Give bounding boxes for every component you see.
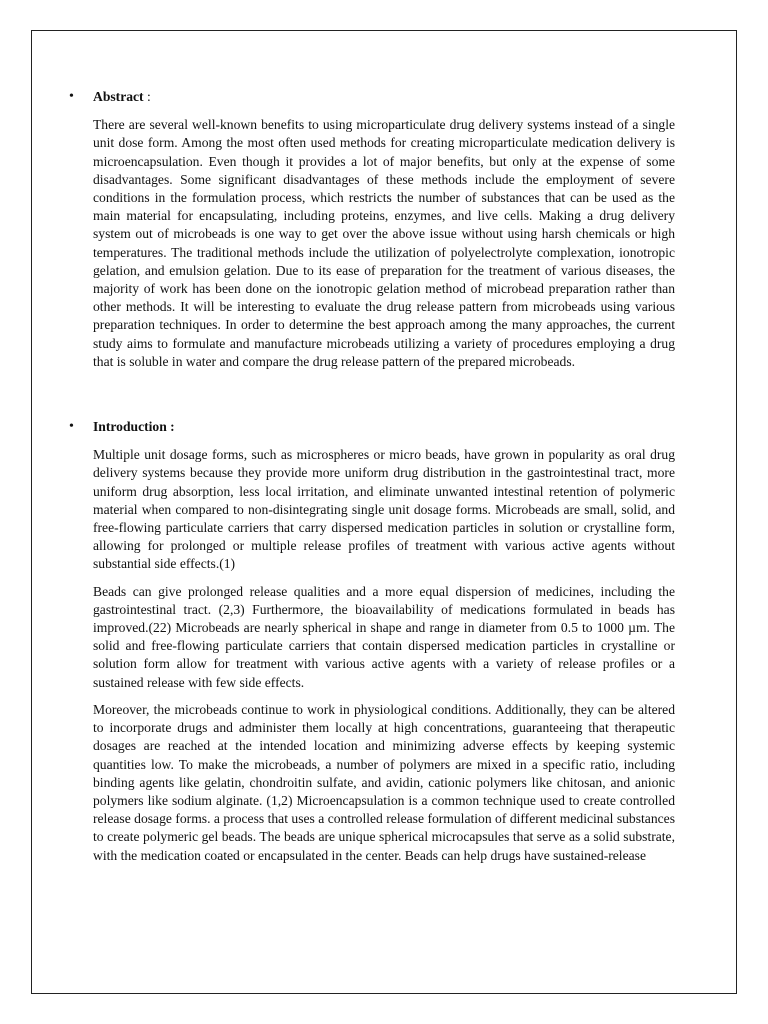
abstract-heading-row — [69, 88, 675, 106]
bullet-icon: • — [69, 89, 74, 104]
section-gap — [93, 380, 675, 418]
introduction-heading-row — [69, 418, 675, 436]
introduction-heading: Introduction : — [93, 419, 175, 435]
introduction-paragraph-2: Beads can give prolonged release qualities and a more equal dispersion of medicines, including the gastrointestinal tract. (2,3) Furthermore, the bioavailability of medications formulated in beads has improved.(22) Microbeads are nearly spherical in shape and range in diameter from 0.5 to 1000 µm. The solid and free-flowing particulate carriers that contain dispersed medication particles in crystalline or solution form allow for treatment with various active agents with a variety of release profiles or a sustained release with few side effects. — [93, 583, 675, 690]
introduction-paragraph-3: Moreover, the microbeads continue to work in physiological conditions. Additionally, they can be altered to incorporate drugs and administer them locally at high concentrations, guaranteeing that therapeutic dosages are reached at the intended location and minimizing adverse effects by keeping systemic quantities low. To make the microbeads, a number of polymers are mixed in a specific ratio, including binding agents like gelatin, chondroitin sulfate, and avidin, cationic polymers like chitosan, and anionic polymers like sodium alginate. (1,2) Microencapsulation is a common technique used to create controlled release dosage forms. a process that uses a controlled release formulation of different medicinal substances to create polymeric gel beads. The beads are unique spherical microcapsules that serve as a solid substrate, with the medication coated or encapsulated in the center. Beads can help drugs have sustained-release — [93, 701, 675, 863]
document-body — [69, 88, 675, 874]
abstract-paragraph: There are several well-known benefits to using microparticulate drug delivery systems instead of a single unit dose form. Among the most often used methods for creating microparticulate medication delivery is microencapsulation. Even though it provides a lot of major benefits, but only at the expense of some disadvantages. Some significant disadvantages of these methods include the employment of severe conditions in the formulation process, which restricts the number of substances that can be used as the main material for encapsulating, including proteins, enzymes, and live cells. Making a drug delivery system out of microbeads is one way to get over the above issue without using harsh chemicals or high temperatures. The traditional methods include the utilization of polyelectrolyte complexation, ionotropic gelation, and emulsion gelation. Due to its ease of preparation for the treatment of various diseases, the majority of work has been done on the ionotropic gelation method of microbead preparation rather than other methods. It will be interesting to evaluate the drug release pattern from microbeads using various preparation techniques. In order to determine the best approach among the many approaches, the current study aims to formulate and manufacture microbeads utilizing a variety of procedures employing a drug that is soluble in water and compare the drug release pattern of the prepared microbeads. — [93, 117, 675, 369]
abstract-heading-suffix: : — [143, 89, 151, 104]
abstract-heading: Abstract — [93, 89, 144, 104]
bullet-icon: • — [69, 419, 74, 435]
introduction-paragraph-1: Multiple unit dosage forms, such as microspheres or micro beads, have grown in popularity as oral drug delivery systems because they provide more uniform drug distribution in the gastrointestinal tract, more uniform drug absorption, less local irritation, and eliminate unwanted intestinal retention of polymeric material when compared to non-disintegrating single unit dosage forms. Microbeads are small, solid, and free-flowing particulate carriers that carry dispersed medication particles in solution or crystalline form, allowing for prolonged or multiple release profiles of treatment with various active agents without substantial side effects.(1) — [93, 447, 675, 572]
